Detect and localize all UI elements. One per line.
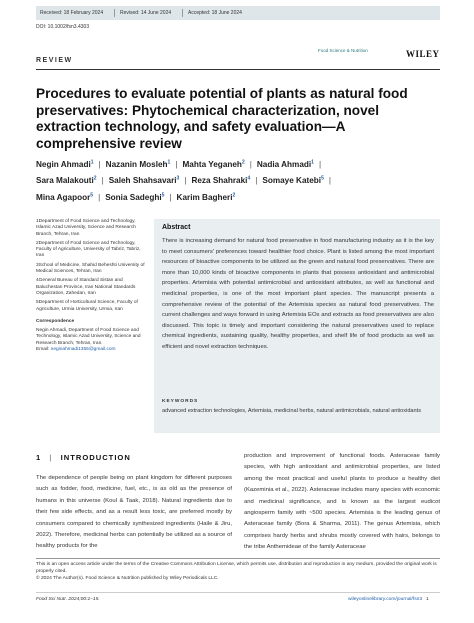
- accepted-date: Accepted: 18 June 2024: [188, 10, 242, 16]
- affiliation-mark: 4: [247, 175, 251, 182]
- copyright-text: © 2024 The Author(s). Food Science & Nutrition published by Wiley Periodicals LLC.: [36, 576, 219, 581]
- email-label: Email:: [36, 347, 51, 353]
- affiliation-mark: 2: [241, 159, 245, 165]
- divider: [182, 9, 183, 17]
- author-separator: |: [318, 159, 322, 169]
- abstract-text: There is increasing demand for natural food preservative in food manufacturing industry as it is the key to meet consumers' preferences toward healthier food choice. Plant is listed among the most important resources of bioactive components to be utilized as the green and natural food preservatives. There are more than 10,000 kinds of bioactive components in plants that possess antioxidant and antimicrobial properties. Artemisia with potential antimicrobial and antioxidant attributes, as well as functional and medicinal properties, is one of the most important plant species. The manuscript presents a comprehensive review of the potential of the Artemisia species as natural food preservatives. The current challenges and ways forward in using Artemisia EOs and extracts as food preservatives are also discussed. This topic is timely and important considering the natural preservatives used to replace chemical ingredients, sustaining quality, healthy properties, and shelf life of food products as well as efficient and novel extraction techniques.: [162, 238, 434, 350]
- affiliation-mark: 1: [311, 159, 314, 165]
- author-name[interactable]: Mahta Yeganeh$^2$: [182, 159, 245, 169]
- journal-name: Food Science & Nutrition: [318, 48, 368, 53]
- author-separator: |: [101, 176, 104, 186]
- author-separator: |: [175, 159, 178, 169]
- affiliation: 4General Bureau of Standard Sistan and Baluchestan Province, Iran National Standards Organization, Zahedan, Iran: [36, 278, 136, 296]
- author-name[interactable]: Saleh Shahsavari$^3$: [108, 175, 180, 186]
- affiliation-mark: 1: [90, 159, 94, 165]
- keywords-text: advanced extraction technologies, Artemisia, medicinal herbs, natural antimicrobials, natural antioxidants: [162, 408, 422, 414]
- affiliation: 5Department of Horticultural Science, Faculty of Agriculture, Urmia University, Urmia, Iran: [36, 300, 138, 312]
- author-name[interactable]: Mina Agapoor$^5$: [36, 192, 94, 203]
- abstract-heading: Abstract: [162, 224, 191, 231]
- author-separator: |: [169, 193, 172, 203]
- affiliation: 1Department of Food Science and Technology, Islamic Azad University, Science and Research Branch, Tehran, Iran: [36, 219, 136, 237]
- affiliation-mark: 5: [90, 192, 94, 199]
- divider: [36, 592, 440, 593]
- author-separator: |: [184, 176, 187, 186]
- publisher-logo: WILEY: [406, 49, 440, 59]
- author-name[interactable]: Negin Ahmadi$^1$: [36, 159, 94, 169]
- journal-url[interactable]: wileyonlinelibrary.com/journal/fsn3: [348, 597, 423, 602]
- section-heading: [36, 453, 131, 462]
- affiliation-mark: 5: [161, 192, 165, 199]
- article-title: Procedures to evaluate potential of plants as natural food preservatives: Phytochemical characterization, novel extraction technology, and safety evaluation—A comprehensive review: [36, 86, 408, 151]
- affiliation-mark: 5: [321, 175, 324, 182]
- divider: |: [49, 453, 53, 462]
- affiliation-mark: 2: [93, 175, 97, 182]
- divider: [114, 9, 115, 17]
- author-separator: |: [98, 193, 101, 203]
- correspondence-label: Correspondence: [36, 318, 75, 324]
- dates-bar: [36, 6, 440, 20]
- author-name[interactable]: Sonia Sadeghi$^5$: [105, 192, 165, 203]
- doi[interactable]: DOI: 10.1002/fsn3.4303: [36, 24, 90, 30]
- author-list: [36, 155, 440, 205]
- author-name[interactable]: Sara Malakouti$^2$: [36, 175, 97, 186]
- author-separator: |: [328, 176, 331, 186]
- affiliation: 2Department of Food Science and Technology, Faculty of Agriculture, University of Tabriz, Tabriz, Iran: [36, 240, 141, 259]
- body-column-left: The dependence of people being on plant kingdom for different purposes such as fodder, food, medicine, fuel, etc., is as old as the presence of humans in this universe (Koul & Taak, 2018). Natural ingredients due to their few side effects, and as a result less toxic, are preferred mostly by consumers compared to chemically synthesized ingredients (Haile & Jiru, 2022). Therefore, medicinal herbs can potentially be utilized as a source of healthy products for the: [36, 475, 232, 550]
- affiliation-mark: 3: [176, 175, 180, 182]
- author-name[interactable]: Nadia Ahmadi$^1$: [256, 159, 314, 169]
- affiliation: 3School of Medicine, Shahid Beheshti University of Medical Sciences, Tehran, Iran: [36, 262, 145, 275]
- author-name[interactable]: Somaye Katebi$^5$: [262, 175, 324, 186]
- divider: [36, 558, 440, 559]
- page-number: 1: [426, 597, 429, 602]
- correspondence-text: Negin Ahmadi, Department of Food Science and Technology, Islamic Azad University, Science and Research Branch, Tehran, Iran.: [36, 328, 141, 346]
- affiliations: [36, 219, 146, 353]
- author-separator: |: [249, 159, 252, 169]
- citation: Food Sci Nutr. 2024;00:1–15.: [36, 597, 100, 602]
- received-date: Received: 18 February 2024: [40, 10, 104, 16]
- author-separator: |: [98, 159, 101, 169]
- section-number: 1: [36, 453, 42, 462]
- revised-date: Revised: 14 June 2024: [120, 10, 172, 16]
- author-separator: |: [255, 176, 258, 186]
- article-type: REVIEW: [36, 57, 73, 64]
- affiliation-mark: 1: [167, 159, 171, 165]
- author-name[interactable]: Reza Shahraki$^4$: [191, 175, 251, 186]
- author-name[interactable]: Nazanin Mosleh$^1$: [105, 159, 171, 169]
- keywords-heading: KEYWORDS: [162, 399, 199, 404]
- body-column-right: production and improvement of functional foods. Asteraceae family species, with high antioxidant and antimicrobial properties, are listed among the most practical and useful plants to produce a healthy diet (Kazeminia et al., 2022). Asteraceae includes many species with economic and medicinal significance, and is known as the largest eudicot angiosperm family with ~500 species. Artemisia is the leading genus of Asteraceae family (Bora & Sharma, 2011). The genus Artemisia, which comprises hardy herbs and shrubs mostly covered with hairs, belongs to the tribe Anthemideae of the family Asteraceae: [244, 453, 440, 551]
- license-text: This is an open access article under the terms of the Creative Commons Attribution License, which permits use, distribution and reproduction in any medium, provided the original work is properly cited.: [36, 562, 437, 574]
- affiliation-mark: 2: [232, 192, 236, 199]
- license-footnote: [36, 561, 440, 582]
- author-name[interactable]: Karim Bagheri$^2$: [176, 192, 236, 203]
- email-link[interactable]: neginahmadi1355@gmail.com: [50, 347, 116, 353]
- section-title: INTRODUCTION: [60, 453, 131, 462]
- divider: [36, 69, 440, 70]
